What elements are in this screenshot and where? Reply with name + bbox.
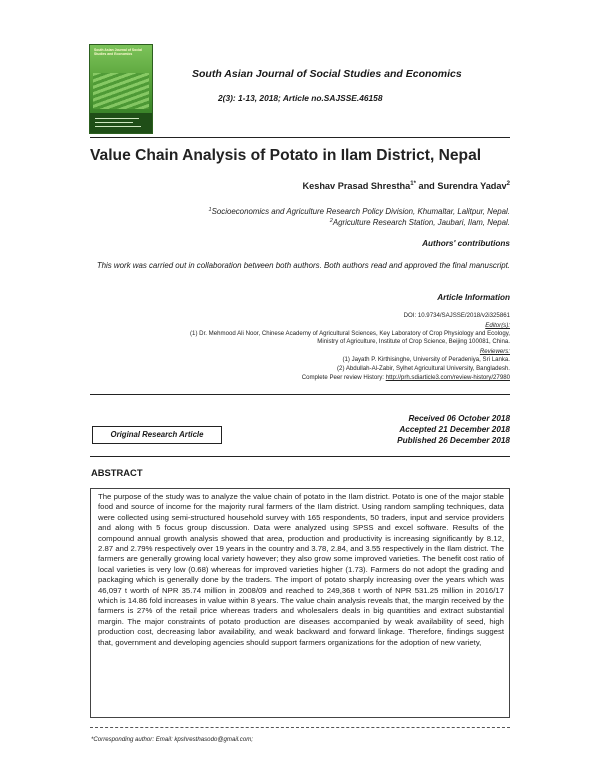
cover-footer-band	[90, 113, 152, 133]
abstract-box	[90, 488, 510, 718]
reviewer-entry: (1) Jayath P. Kirthisinghe, University of Peradeniya, Sri Lanka.	[342, 356, 510, 363]
review-history-link[interactable]: http://prh.sdiarticle3.com/review-history/27980	[385, 374, 510, 381]
authors-line	[302, 181, 510, 191]
contributions-text: This work was carried out in collaboration between both authors. Both authors read and approved the final manuscript.	[96, 261, 510, 270]
corresponding-author-footnote: *Corresponding author: Email: kpshresthasodo@gmail.com;	[91, 736, 253, 743]
accepted-date: Accepted 21 December 2018	[399, 425, 510, 434]
author-name: Keshav Prasad Shrestha	[302, 181, 411, 191]
abstract-heading: ABSTRACT	[91, 467, 143, 478]
journal-name: South Asian Journal of Social Studies and Economics	[192, 68, 462, 80]
contributions-heading: Authors' contributions	[422, 239, 510, 248]
affiliation: $^1$Socioeconomics and Agriculture Research Policy Division, Khumaltar, Lalitpur, Nepal.	[208, 207, 510, 216]
header-divider	[90, 137, 510, 138]
footnote-divider	[90, 727, 510, 728]
doi: DOI: 10.9734/SAJSSE/2018/v2i325861	[403, 312, 510, 319]
article-info-heading: Article Information	[437, 293, 510, 302]
editor-entry-cont: Ministry of Agriculture, Institute of Crop Science, Beijing 100081, China.	[317, 338, 510, 345]
reviewer-entry: (2) Abdullah-Al-Zabir, Sylhet Agricultural University, Bangladesh.	[337, 365, 510, 372]
abstract-text: The purpose of the study was to analyze the value chain of potato in the Ilam district. Potato is one of the major stable food and source of income for the majority rural farmers of the Ilam district. Using random sampling techniques, data were collected using semi-structured household survey with 165 respondents, 50 traders, input and service providers and along with 5 focus group discussion. Data were analyzed using SPSS and excel software. Results of the compound annual growth analysis showed that area, production and productivity is increasing significantly by 8.12, 2.87 and 2.79% respectively over 19 years in the country and 3.78, 2.84, and 3.55 respectively in the Ilam district. The farmers are generally growing local variety however; they also grow some improved varieties. The benefit cost ratio of local varieties is very low (0.68) whereas for improved varieties higher (1.73). Farmers do not adopt the grading and packaging which is generally done by the traders. The import of potato sharply increasing over the years which was 46,097 t worth of NPR 35.74 million in 2008/09 and reached to 249,368 t worth of NPR 531.25 million in 2016/17 which is 14.86 fold increases in value within 8 years. The value chain analysis reveals that, the margin received by the farmers is 27% of the retail price whereas traders and wholesalers deals in big quantities and extract substantial margin. The major constraints of potato production are diseases accompanied by weak availability of seed, high production cost, decreasing labor availability, and weak backward and forward linkage. Therefore, findings suggest that, government and developing agencies should support farmers organizations for the adoption of new variety,	[98, 492, 504, 647]
reviewers-label: Reviewers:	[479, 348, 510, 355]
article-type-badge: Original Research Article	[92, 426, 222, 444]
cover-field-photo	[93, 73, 149, 109]
paper-title: Value Chain Analysis of Potato in Ilam District, Nepal	[90, 147, 482, 164]
journal-cover-image	[89, 44, 153, 134]
review-history: Complete Peer review History: http://prh.sdiarticle3.com/review-history/27980	[301, 374, 510, 381]
received-date: Received 06 October 2018	[408, 414, 510, 423]
affiliation: $^2$Agriculture Research Station, Jaubari, Ilam, Nepal.	[329, 218, 510, 227]
author-name: Surendra Yadav	[437, 181, 507, 191]
journal-issue: 2(3): 1-13, 2018; Article no.SAJSSE.46158	[218, 93, 383, 103]
info-divider	[90, 394, 510, 395]
editor-entry: (1) Dr. Mehmood Ali Noor, Chinese Academy of Agricultural Sciences, Key Laboratory of Crop Physiology and Ecology,	[190, 330, 510, 337]
author-conjunction: and	[415, 181, 438, 191]
author-marker: 1*	[410, 181, 416, 187]
published-date: Published 26 December 2018	[397, 436, 510, 445]
editors-label: Editor(s):	[485, 322, 510, 329]
cover-title: South Asian Journal of Social Studies and Economics	[94, 48, 142, 56]
abstract-divider	[90, 456, 510, 457]
author-marker: 2	[506, 181, 510, 187]
